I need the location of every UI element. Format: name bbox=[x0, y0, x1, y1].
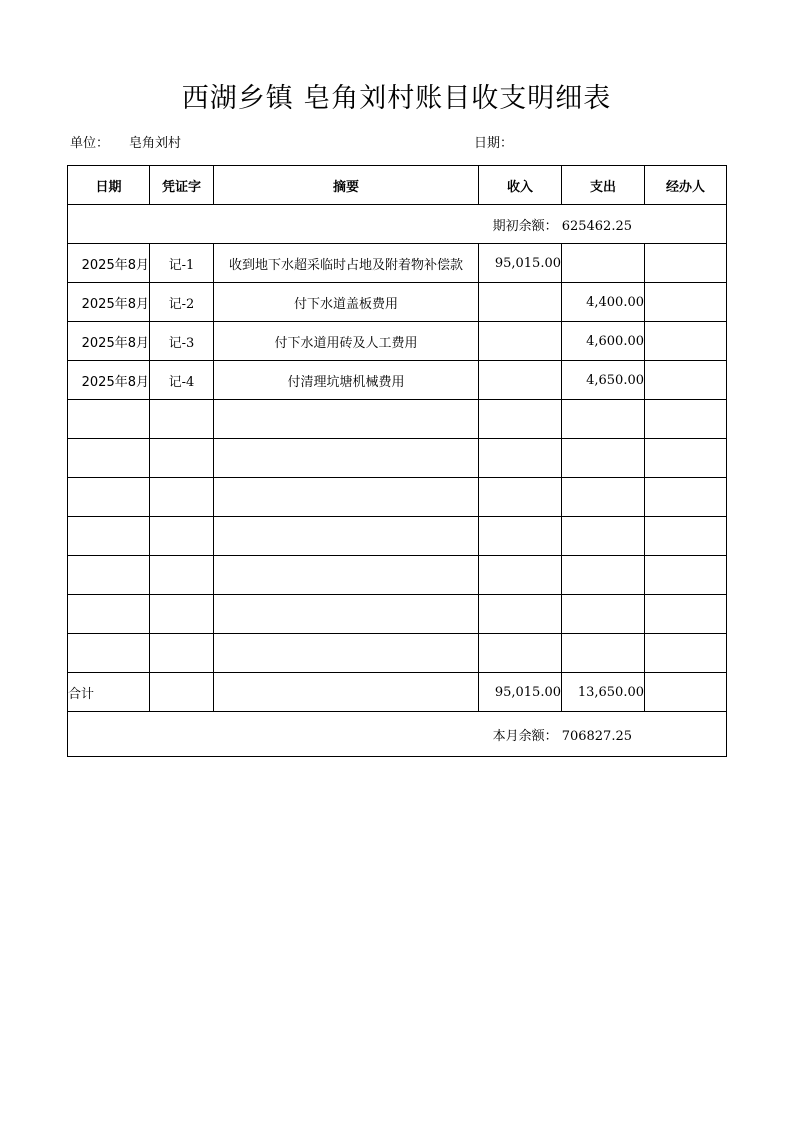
row-expense bbox=[562, 439, 645, 478]
row-income bbox=[479, 283, 562, 322]
table-row bbox=[68, 595, 727, 634]
row-handler bbox=[645, 283, 727, 322]
row-date bbox=[68, 595, 150, 634]
table-row bbox=[68, 439, 727, 478]
row-income bbox=[479, 595, 562, 634]
row-income bbox=[479, 400, 562, 439]
closing-balance: 本月余额： 706827.25 bbox=[68, 712, 727, 757]
row-date bbox=[68, 478, 150, 517]
row-date bbox=[68, 556, 150, 595]
table-row bbox=[68, 244, 727, 283]
row-summary: 付下水道盖板费用 bbox=[214, 283, 479, 322]
ledger-table bbox=[67, 165, 727, 757]
row-voucher bbox=[150, 556, 214, 595]
row-voucher: 记-4 bbox=[150, 361, 214, 400]
table-row bbox=[68, 556, 727, 595]
row-income bbox=[479, 517, 562, 556]
row-voucher bbox=[150, 439, 214, 478]
row-summary bbox=[214, 517, 479, 556]
column-header-voucher: 凭证字 bbox=[150, 166, 214, 205]
row-summary: 付下水道用砖及人工费用 bbox=[214, 322, 479, 361]
row-voucher: 记-3 bbox=[150, 322, 214, 361]
row-handler bbox=[645, 634, 727, 673]
row-income: 95,015.00 bbox=[479, 244, 562, 283]
row-income bbox=[479, 439, 562, 478]
row-handler bbox=[645, 244, 727, 283]
row-expense bbox=[562, 478, 645, 517]
page-title: 西湖乡镇 皂角刘村账目收支明细表 bbox=[181, 83, 612, 114]
row-income bbox=[479, 322, 562, 361]
row-expense bbox=[562, 244, 645, 283]
total-label: 合计 bbox=[68, 673, 150, 712]
row-voucher bbox=[150, 517, 214, 556]
row-handler bbox=[645, 478, 727, 517]
table-row bbox=[68, 361, 727, 400]
row-income bbox=[479, 361, 562, 400]
unit-value: 皂角刘村 bbox=[129, 136, 182, 151]
row-date bbox=[68, 439, 150, 478]
column-header-date: 日期 bbox=[68, 166, 150, 205]
closing-balance-row bbox=[68, 712, 727, 757]
row-expense: 4,400.00 bbox=[562, 283, 645, 322]
row-income bbox=[479, 634, 562, 673]
row-voucher bbox=[150, 478, 214, 517]
row-expense bbox=[562, 400, 645, 439]
column-header-summary: 摘要 bbox=[214, 166, 479, 205]
row-handler bbox=[645, 400, 727, 439]
row-date bbox=[68, 400, 150, 439]
row-expense bbox=[562, 595, 645, 634]
row-date: 2025年8月 bbox=[68, 361, 150, 400]
total-expense: 13,650.00 bbox=[562, 673, 645, 712]
row-expense: 4,650.00 bbox=[562, 361, 645, 400]
table-row bbox=[68, 517, 727, 556]
row-handler bbox=[645, 361, 727, 400]
row-expense: 4,600.00 bbox=[562, 322, 645, 361]
table-header-row bbox=[68, 166, 727, 205]
row-expense bbox=[562, 517, 645, 556]
table-row bbox=[68, 283, 727, 322]
total-handler-cell bbox=[645, 673, 727, 712]
row-handler bbox=[645, 322, 727, 361]
row-handler bbox=[645, 595, 727, 634]
row-handler bbox=[645, 439, 727, 478]
total-income: 95,015.00 bbox=[479, 673, 562, 712]
table-row bbox=[68, 400, 727, 439]
date-label: 日期： bbox=[474, 136, 514, 151]
row-handler bbox=[645, 517, 727, 556]
opening-balance: 期初余额： 625462.25 bbox=[68, 205, 727, 244]
row-summary bbox=[214, 478, 479, 517]
row-handler bbox=[645, 556, 727, 595]
table-row bbox=[68, 322, 727, 361]
row-expense bbox=[562, 556, 645, 595]
row-date bbox=[68, 634, 150, 673]
row-date: 2025年8月 bbox=[68, 244, 150, 283]
row-voucher bbox=[150, 634, 214, 673]
row-voucher bbox=[150, 595, 214, 634]
row-voucher: 记-1 bbox=[150, 244, 214, 283]
row-expense bbox=[562, 634, 645, 673]
row-summary: 收到地下水超采临时占地及附着物补偿款 bbox=[214, 244, 479, 283]
total-row bbox=[68, 673, 727, 712]
table-row bbox=[68, 478, 727, 517]
table-row bbox=[68, 634, 727, 673]
column-header-handler: 经办人 bbox=[645, 166, 727, 205]
row-summary bbox=[214, 439, 479, 478]
row-income bbox=[479, 478, 562, 517]
row-summary bbox=[214, 595, 479, 634]
unit-label: 单位： bbox=[70, 136, 110, 151]
row-date: 2025年8月 bbox=[68, 283, 150, 322]
total-summary-cell bbox=[214, 673, 479, 712]
row-voucher bbox=[150, 400, 214, 439]
opening-balance-row bbox=[68, 205, 727, 244]
total-voucher-cell bbox=[150, 673, 214, 712]
row-summary bbox=[214, 556, 479, 595]
row-income bbox=[479, 556, 562, 595]
row-date: 2025年8月 bbox=[68, 322, 150, 361]
row-summary bbox=[214, 400, 479, 439]
row-summary bbox=[214, 634, 479, 673]
column-header-income: 收入 bbox=[479, 166, 562, 205]
row-date bbox=[68, 517, 150, 556]
column-header-expense: 支出 bbox=[562, 166, 645, 205]
row-summary: 付清理坑塘机械费用 bbox=[214, 361, 479, 400]
row-voucher: 记-2 bbox=[150, 283, 214, 322]
